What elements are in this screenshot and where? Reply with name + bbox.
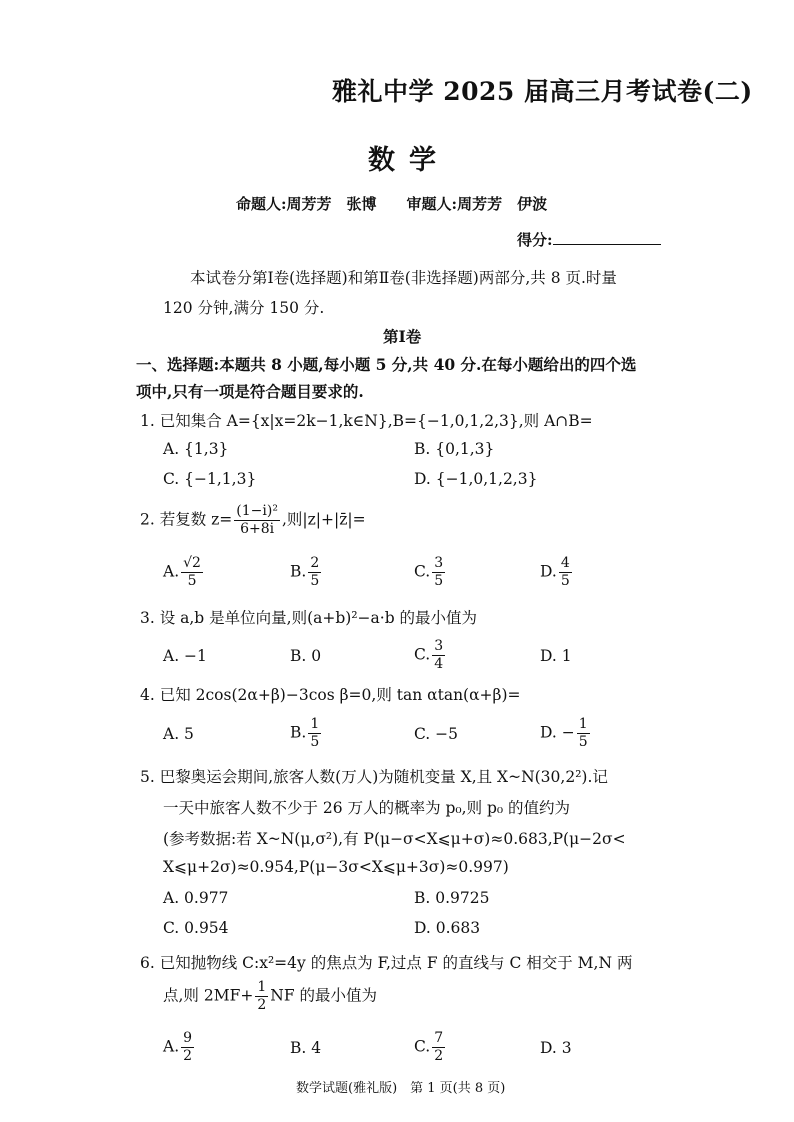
q5-option-b: B. 0.9725 bbox=[414, 889, 490, 907]
q2-stem-pre: 2. 若复数 z= bbox=[140, 510, 233, 529]
q2-option-d: D. $\frac{4}{5}$ bbox=[540, 555, 570, 589]
q5-option-c: C. 0.954 bbox=[163, 919, 229, 937]
q1-option-a: A. {1,3} bbox=[163, 440, 229, 458]
subject-title: 数学 bbox=[368, 145, 450, 176]
q3-option-c: C. $\frac{3}{4}$ bbox=[414, 638, 444, 672]
q1-stem: 1. 已知集合 A={x|x=2k−1,k∈N},B={−1,0,1,2,3},则 A∩B= bbox=[140, 412, 593, 430]
q4-option-a: A. 5 bbox=[163, 725, 194, 743]
q1-option-b: B. {0,1,3} bbox=[414, 440, 495, 458]
score-field bbox=[517, 229, 661, 250]
q6-option-d: D. 3 bbox=[540, 1039, 572, 1057]
q6-option-b: B. 4 bbox=[290, 1039, 322, 1057]
q3-option-d: D. 1 bbox=[540, 647, 572, 665]
q2-option-a: A. $\frac{√2}{5}$ bbox=[163, 555, 201, 589]
exam-title: 雅礼中学 2025 届高三月考试卷(二) bbox=[332, 77, 753, 106]
q4-option-d: D. − $\frac{1}{5}$ bbox=[540, 716, 588, 750]
q5-option-a: A. 0.977 bbox=[163, 889, 229, 907]
q4-option-b: B. $\frac{1}{5}$ bbox=[290, 716, 320, 750]
q5-line-2: 一天中旅客人数不少于 26 万人的概率为 p₀,则 p₀ 的值约为 bbox=[163, 799, 571, 817]
q6-line-2: 点,则 2MF+ $\frac{1}{2}$ NF 的最小值为 bbox=[163, 979, 378, 1013]
q5-line-4: X⩽μ+2σ)≈0.954,P(μ−3σ<X⩽μ+3σ)≈0.997) bbox=[163, 858, 509, 876]
q5-line-1: 5. 巴黎奥运会期间,旅客人数(万人)为随机变量 X,且 X~N(30,2²).记 bbox=[140, 768, 608, 786]
q1-option-c: C. {−1,1,3} bbox=[163, 470, 257, 488]
intro-line-1: 本试卷分第Ⅰ卷(选择题)和第Ⅱ卷(非选择题)两部分,共 8 页.时量 bbox=[190, 269, 617, 287]
q3-option-a: A. −1 bbox=[163, 647, 207, 665]
q2-option-c: C. $\frac{3}{5}$ bbox=[414, 555, 444, 589]
q6-option-c: C. $\frac{7}{2}$ bbox=[414, 1030, 444, 1064]
q6-fraction: $\frac{1}{2}$ bbox=[257, 979, 267, 1013]
q6-option-a: A. $\frac{9}{2}$ bbox=[163, 1030, 193, 1064]
section-heading-line-2: 项中,只有一项是符合题目要求的. bbox=[136, 382, 364, 401]
q2-fraction bbox=[234, 503, 280, 538]
q2-stem bbox=[140, 503, 366, 538]
q1-option-d: D. {−1,0,1,2,3} bbox=[414, 470, 538, 488]
q5-line-3: (参考数据:若 X~N(μ,σ²),有 P(μ−σ<X⩽μ+σ)≈0.683,P(μ−2σ< bbox=[163, 830, 626, 848]
q2-stem-post: ,则|z|+|z̄|= bbox=[281, 510, 366, 529]
part1-title: 第Ⅰ卷 bbox=[383, 327, 422, 346]
score-label: 得分: bbox=[517, 231, 553, 249]
q2-denominator: 6+8i bbox=[240, 521, 275, 537]
section-heading-line-1: 一、选择题:本题共 8 小题,每小题 5 分,共 40 分.在每小题给出的四个选 bbox=[136, 355, 637, 374]
q3-stem: 3. 设 a,b 是单位向量,则(a+b)²−a·b 的最小值为 bbox=[140, 609, 478, 627]
q5-option-d: D. 0.683 bbox=[414, 919, 481, 937]
q4-option-c: C. −5 bbox=[414, 725, 459, 743]
page-footer: 数学试题(雅礼版) 第 1 页(共 8 页) bbox=[296, 1081, 506, 1096]
q4-stem: 4. 已知 2cos(2α+β)−3cos β=0,则 tan αtan(α+β)= bbox=[140, 686, 521, 704]
score-blank bbox=[553, 230, 661, 245]
q6-line-1: 6. 已知抛物线 C:x²=4y 的焦点为 F,过点 F 的直线与 C 相交于 M,N 两 bbox=[140, 954, 633, 972]
q3-option-b: B. 0 bbox=[290, 647, 322, 665]
intro-line-2: 120 分钟,满分 150 分. bbox=[163, 299, 325, 317]
q2-option-b: B. $\frac{2}{5}$ bbox=[290, 555, 320, 589]
authors-line: 命题人:周芳芳 张博 审题人:周芳芳 伊波 bbox=[236, 195, 548, 213]
q2-numerator: (1−i)² bbox=[236, 503, 278, 519]
